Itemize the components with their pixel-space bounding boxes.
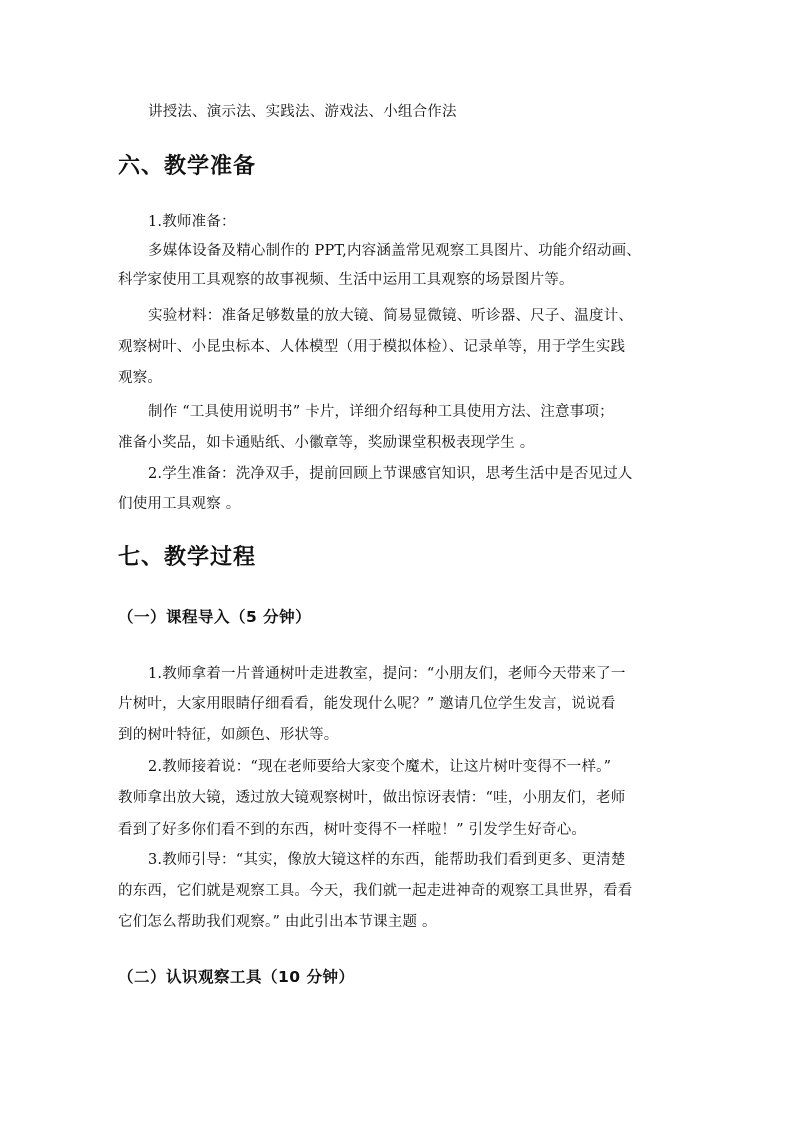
paragraph-line: 2.学生准备：洗净双手，提前回顾上节课感官知识，思考生活中是否见过人 (148, 466, 633, 482)
paragraph-line: 看到了好多你们看不到的东西，树叶变得不一样啦！” 引发学生好奇心。 (118, 822, 587, 838)
paragraph-line: 们使用工具观察 。 (118, 496, 241, 512)
paragraph-line: 的东西，它们就是观察工具。今天，我们就一起走进神奇的观察工具世界，看看 (118, 883, 633, 899)
paragraph-line: 观察。 (118, 370, 163, 386)
paragraph-line: 到的树叶特征，如颜色、形状等。 (118, 727, 339, 743)
section-6-heading: 六、教学准备 (118, 154, 257, 179)
paragraph-line: 它们怎么帮助我们观察。” 由此引出本节课主题 。 (118, 914, 437, 930)
paragraph-line: 科学家使用工具观察的故事视频、生活中运用工具观察的场景图片等。 (118, 272, 574, 288)
paragraph-line: 实验材料：准备足够数量的放大镜、简易显微镜、听诊器、尺子、温度计、 (148, 308, 634, 324)
paragraph-line: 多媒体设备及精心制作的 PPT,内容涵盖常见观察工具图片、功能介绍动画、 (148, 243, 641, 259)
paragraph-line: 片树叶，大家用眼睛仔细看看，能发现什么呢？” 邀请几位学生发言，说说看 (118, 696, 616, 712)
paragraph-line: 准备小奖品，如卡通贴纸、小徽章等，奖励课堂积极表现学生 。 (118, 435, 535, 451)
teaching-methods-line: 讲授法、演示法、实践法、游戏法、小组合作法 (148, 104, 457, 120)
paragraph-line: 教师拿出放大镜，透过放大镜观察树叶，做出惊讶表情：“哇，小朋友们，老师 (118, 790, 626, 806)
teacher-prep-label: 1.教师准备： (148, 214, 236, 230)
section-7-heading: 七、教学过程 (118, 545, 257, 570)
paragraph-line: 2.教师接着说：“现在老师要给大家变个魔术，让这片树叶变得不一样。” (148, 759, 612, 775)
paragraph-line: 3.教师引导：“其实，像放大镜这样的东西，能帮助我们看到更多、更清楚 (148, 852, 626, 868)
paragraph-line: 观察树叶、小昆虫标本、人体模型（用于模拟体检）、记录单等，用于学生实践 (118, 339, 626, 355)
subsection-2-heading: （二）认识观察工具（10 分钟） (118, 968, 355, 986)
subsection-1-heading: （一）课程导入（5 分钟） (118, 608, 312, 626)
paragraph-line: 制作 “工具使用说明书” 卡片，详细介绍每种工具使用方法、注意事项； (148, 404, 614, 420)
paragraph-line: 1.教师拿着一片普通树叶走进教室，提问：“小朋友们，老师今天带来了一 (148, 666, 626, 682)
